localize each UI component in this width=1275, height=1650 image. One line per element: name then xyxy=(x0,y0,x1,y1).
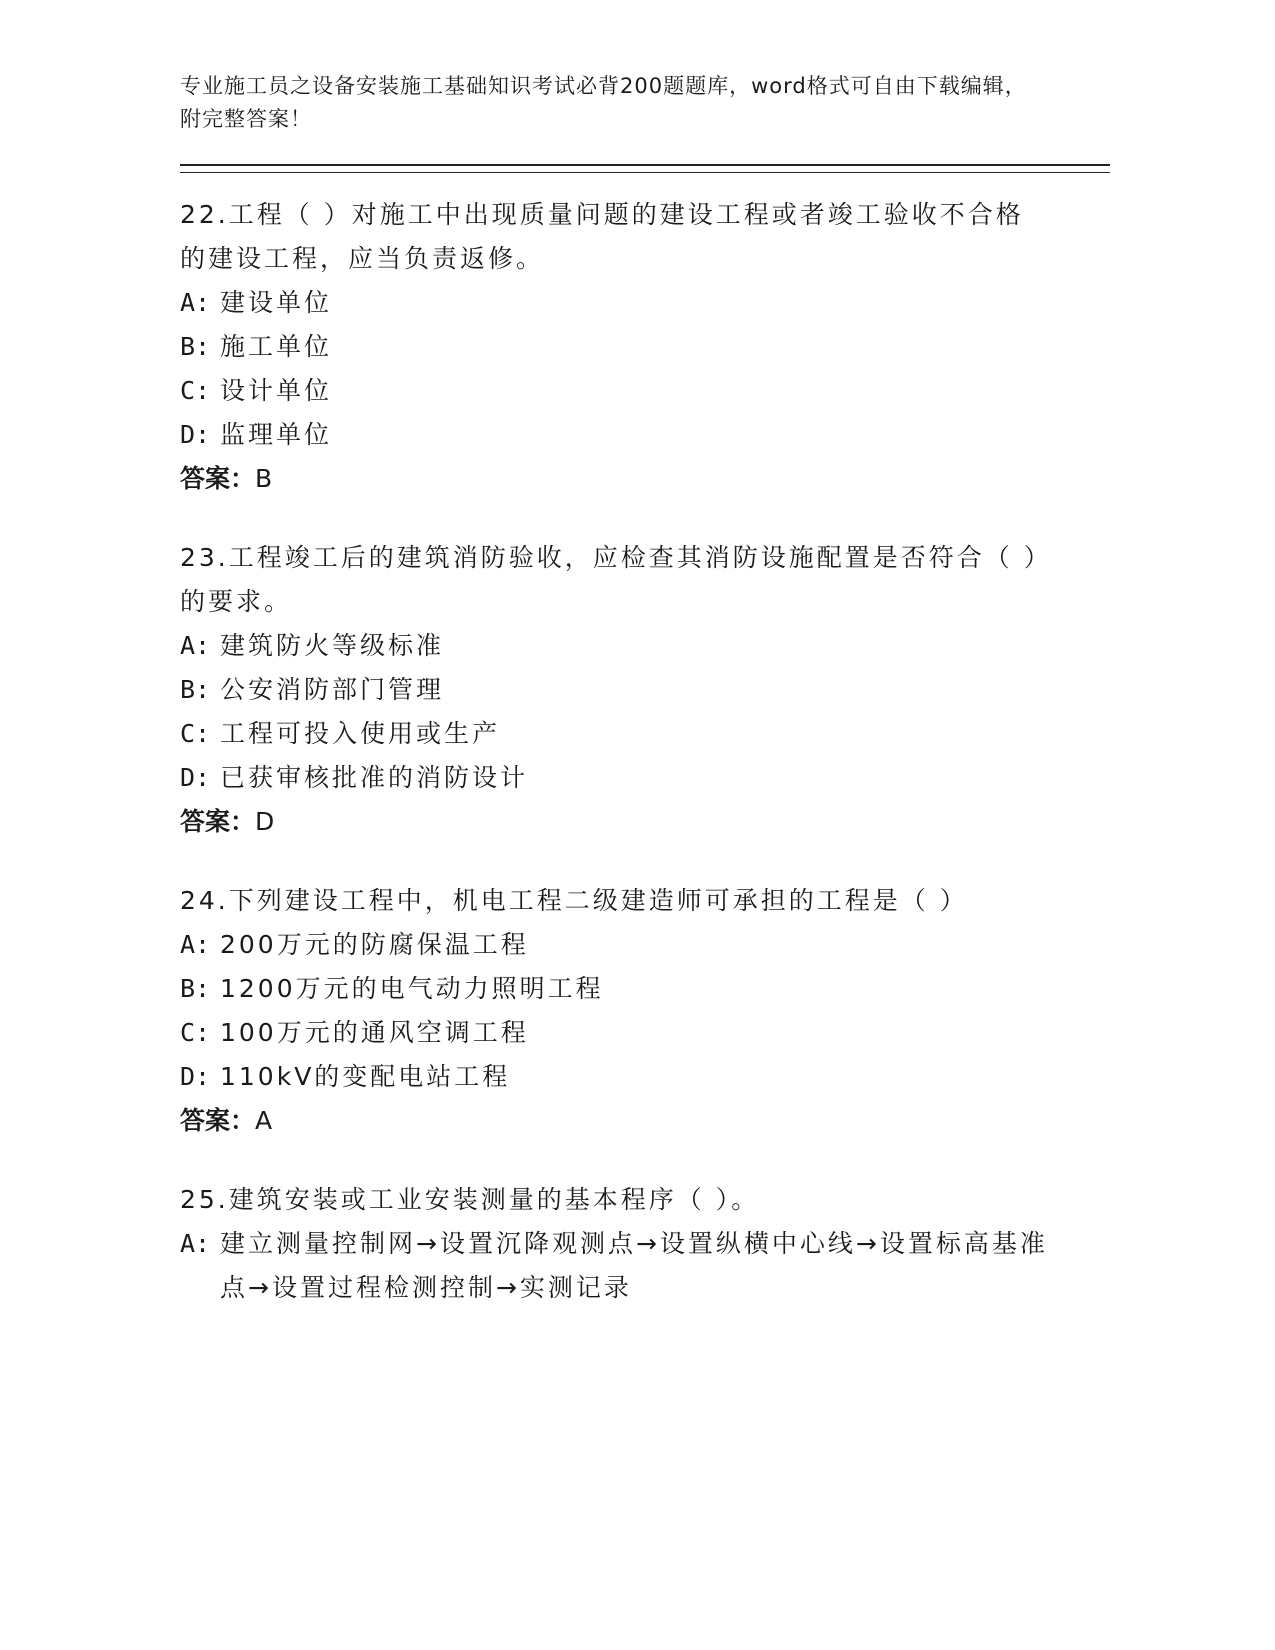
answer-value: A xyxy=(255,1106,273,1135)
option-d xyxy=(180,413,1050,457)
option-b xyxy=(180,668,1050,712)
option-text: 建设单位 xyxy=(220,288,333,317)
option-letter: C: xyxy=(180,1018,211,1047)
option-a xyxy=(180,624,1050,668)
header-divider xyxy=(180,164,1110,173)
option-b xyxy=(180,967,1050,1011)
document-header: 专业施工员之设备安装施工基础知识考试必背200题题库，word格式可自由下载编辑，附完整答案！ xyxy=(180,74,1027,131)
option-text: 100万元的通风空调工程 xyxy=(220,1018,529,1047)
question-stem: 23.工程竣工后的建筑消防验收，应检查其消防设施配置是否符合（ ）的要求。 xyxy=(180,543,1040,616)
option-letter: B: xyxy=(180,332,211,361)
option-letter: D: xyxy=(180,420,211,449)
option-text: 设计单位 xyxy=(220,376,333,405)
option-c xyxy=(180,712,1050,756)
option-letter: C: xyxy=(180,376,211,405)
option-b xyxy=(180,325,1050,369)
option-letter: A: xyxy=(180,1229,211,1258)
question-24 xyxy=(180,879,1110,1143)
option-text: 已获审核批准的消防设计 xyxy=(220,763,529,792)
question-stem: 22.工程（ ）对施工中出现质量问题的建设工程或者竣工验收不合格的建设工程，应当负责返修。 xyxy=(180,200,1024,273)
question-25 xyxy=(180,1178,1110,1310)
option-d xyxy=(180,756,1050,800)
option-letter: C: xyxy=(180,719,211,748)
option-letter: A: xyxy=(180,288,211,317)
question-23 xyxy=(180,536,1110,844)
option-text: 公安消防部门管理 xyxy=(220,675,445,704)
answer-label: 答案： xyxy=(180,807,256,836)
document-page xyxy=(180,70,1110,1345)
option-text: 1200万元的电气动力照明工程 xyxy=(220,974,604,1003)
option-text: 建筑防火等级标准 xyxy=(220,631,445,660)
option-letter: A: xyxy=(180,631,211,660)
question-stem: 25.建筑安装或工业安装测量的基本程序（ ）。 xyxy=(180,1185,760,1214)
option-a xyxy=(180,1222,1050,1310)
question-22 xyxy=(180,193,1110,501)
question-list xyxy=(180,193,1110,1310)
option-letter: B: xyxy=(180,974,211,1003)
option-letter: A: xyxy=(180,930,211,959)
option-text: 工程可投入使用或生产 xyxy=(220,719,501,748)
answer-label: 答案： xyxy=(180,1106,256,1135)
option-d xyxy=(180,1055,1050,1099)
option-text: 监理单位 xyxy=(220,420,333,449)
option-text: 110kV的变配电站工程 xyxy=(220,1062,511,1091)
option-letter: B: xyxy=(180,675,211,704)
answer-value: B xyxy=(255,464,273,493)
option-a xyxy=(180,923,1050,967)
answer-line xyxy=(180,457,1110,501)
answer-line xyxy=(180,1099,1110,1143)
option-text: 200万元的防腐保温工程 xyxy=(220,930,529,959)
option-c xyxy=(180,1011,1050,1055)
answer-line xyxy=(180,800,1110,844)
question-stem: 24.下列建设工程中，机电工程二级建造师可承担的工程是（ ） xyxy=(180,886,968,915)
option-a xyxy=(180,281,1050,325)
option-text: 建立测量控制网→设置沉降观测点→设置纵横中心线→设置标高基准点→设置过程检测控制→实测记录 xyxy=(220,1229,1048,1302)
option-text: 施工单位 xyxy=(220,332,333,361)
option-c xyxy=(180,369,1050,413)
option-letter: D: xyxy=(180,1062,211,1091)
answer-label: 答案： xyxy=(180,464,256,493)
option-letter: D: xyxy=(180,763,211,792)
answer-value: D xyxy=(255,807,275,836)
